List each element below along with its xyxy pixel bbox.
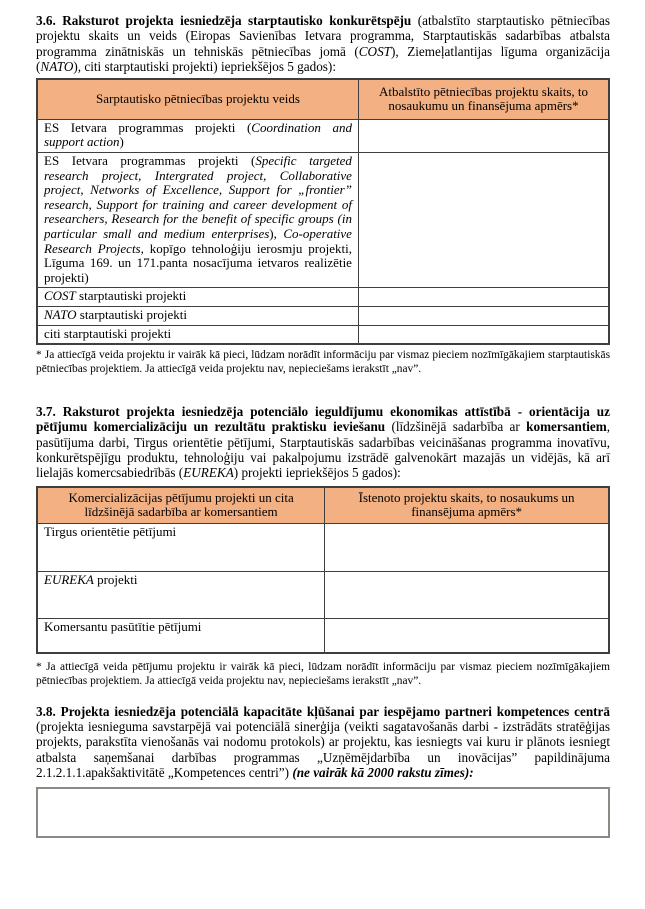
row-value-cell[interactable] <box>358 119 609 152</box>
table-row <box>37 306 609 325</box>
column-header-project-count: Atbalstīto pētniecības projektu skaits, to nosaukumu un finansējuma apmērs* <box>358 79 609 120</box>
row-label-cell: ES Ietvara programmas projekti (Coordination and support action) <box>37 119 358 152</box>
row-label-cell: citi starptautiski projekti <box>37 325 358 344</box>
table-header-row <box>37 487 609 524</box>
row-value-cell[interactable] <box>358 288 609 307</box>
column-header-implemented-count: Īstenoto projektu skaits, to nosaukums un finansējuma apmērs* <box>325 487 609 524</box>
table-row <box>37 325 609 344</box>
column-header-commercialization-type: Komercializācijas pētījumu projekti un cita līdzšinējā sadarbība ar komersantiem <box>37 487 325 524</box>
section-3-6-paragraph: 3.6. Raksturot projekta iesniedzēja starptautisko konkurētspēju (atbalstīto starptautisko pētniecības projektu skaits un veids (Eiropas Savienības Ietvara programma, Starptautiskās sadarbības atbalsta programma zinātniskās un tehniskās pētniecības jomā (COST), Ziemeļatlantijas līguma organizācija (NATO), citi starptautiski projekti) iepriekšējos 5 gados): <box>36 13 611 75</box>
row-value-cell[interactable] <box>358 306 609 325</box>
row-value-cell[interactable] <box>358 153 609 288</box>
column-header-project-type: Sarptautisko pētniecības projektu veids <box>37 79 358 120</box>
table-row <box>37 571 609 618</box>
table-row <box>37 523 609 571</box>
table-header-row <box>37 79 609 120</box>
row-value-cell[interactable] <box>325 571 609 618</box>
table-row <box>37 288 609 307</box>
row-label-cell: COST starptautiski projekti <box>37 288 358 307</box>
row-label-cell: ES Ietvara programmas projekti (Specific targeted research project, Intergrated project, Collaborative project, Networks of Excellence, Support for „frontier” research, Support for training and career development of researchers, Research for the benefit of specific groups (in particular small and medium enterprises), Co-operative Research Projects, kopīgo tehnoloģiju ierosmju projekti, Līguma 169. un 171.panta nosacījuma ietvaros realizētie projekti) <box>37 153 358 288</box>
table-row <box>37 119 609 152</box>
table-row <box>37 153 609 288</box>
competence-answer-box[interactable] <box>36 787 610 838</box>
row-value-cell[interactable] <box>325 618 609 653</box>
international-projects-table <box>36 78 610 346</box>
section-3-7-paragraph: 3.7. Raksturot projekta iesniedzēja potenciālo ieguldījumu ekonomikas attīstībā - orientācija uz pētījumu komercializāciju un rezultātu praktisku ieviešanu (līdzšinējā sadarbība ar komersantiem, pasūtījuma darbi, Tirgus orientētie pētījumi, Starptautiskās sadarbības veicināšanas programma inovatīvu, konkurētspējīgu produktu, tehnoloģiju vai pakalpojumu izstrādē galvenokārt mazajās un vidējās, kā arī lielajās komercsabiedrībās (EUREKA) projekti iepriekšējos 5 gados): <box>36 403 611 481</box>
section-3-8-paragraph: 3.8. Projekta iesniedzēja potenciālā kapacitāte kļūšanai par iespējamo partneri kompetences centrā (projekta iesnieguma savstarpējā vai potenciālā sinerģija (veikti sagatavošanās darbi - izstrādāts stratēģijas projekts, parakstīta vienošanās vai nodomu protokols) ar projektu, kas iesniegts vai kuru ir plānots iesniegt atbalsta saņemšanai darbības programmas „Uzņēmējdarbība un inovācijas” papildinājuma 2.1.2.1.1.apakšaktivitātē „Kompetences centri”) (ne vairāk kā 2000 rakstu zīmes): <box>36 703 610 781</box>
table2-footnote: * Ja attiecīgā veida pētījumu projektu ir vairāk kā pieci, lūdzam norādīt informāciju par vismaz pieciem nozīmīgākajiem pētniecības projektiem. Ja attiecīgā veida projektu nav, nepieciešams ierakstīt „nav”. <box>36 660 610 687</box>
row-label-cell: EUREKA projekti <box>37 571 325 618</box>
row-value-cell[interactable] <box>325 523 609 571</box>
commercialization-projects-table <box>36 486 610 654</box>
row-value-cell[interactable] <box>358 325 609 344</box>
row-label-cell: Komersantu pasūtītie pētījumi <box>37 618 325 653</box>
table1-footnote: * Ja attiecīgā veida projektu ir vairāk kā pieci, lūdzam norādīt informāciju par vismaz pieciem nozīmīgākajiem starptautiskās pētniecības projektiem. Ja attiecīgā veida projektu nav, nepieciešams ierakstīt „nav”. <box>36 349 610 375</box>
table-row <box>37 618 609 653</box>
row-label-cell: NATO starptautiski projekti <box>37 306 358 325</box>
row-label-cell: Tirgus orientētie pētījumi <box>37 523 325 571</box>
